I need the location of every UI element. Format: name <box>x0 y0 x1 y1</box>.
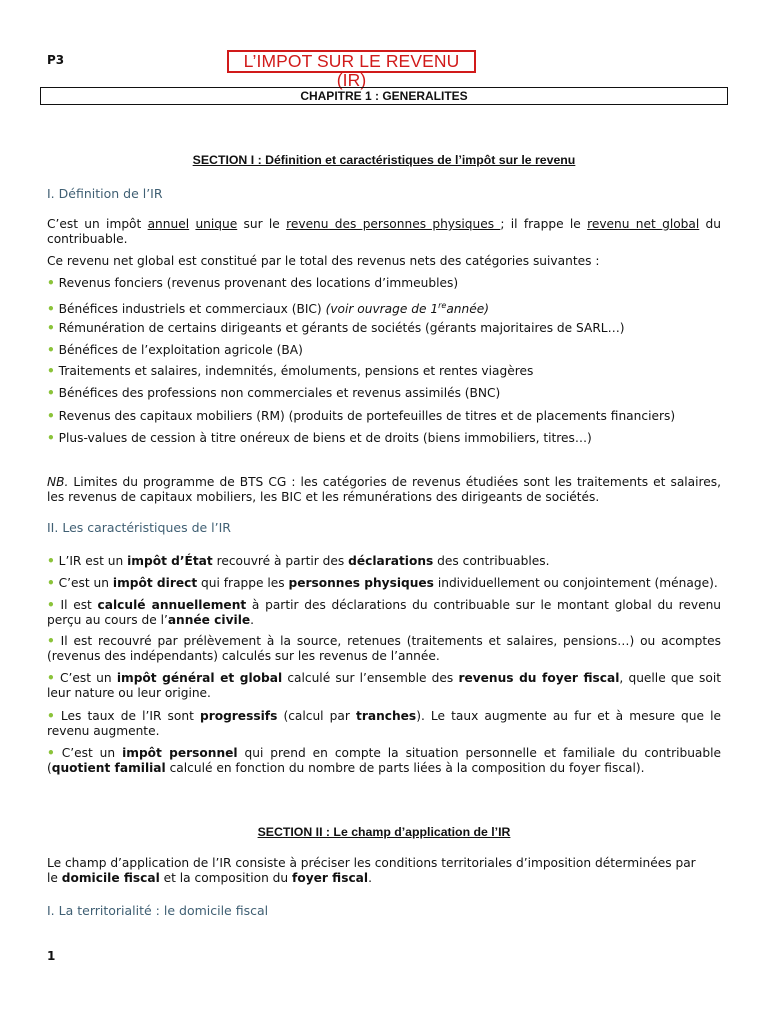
list-item: • Bénéfices des professions non commerciales et revenus assimilés (BNC) <box>47 386 501 400</box>
bullet-icon: • <box>47 431 55 445</box>
page-number: 1 <box>47 949 56 963</box>
bullet-icon: • <box>47 364 55 378</box>
page-reference: P3 <box>47 53 65 67</box>
list-item: • Revenus des capitaux mobiliers (RM) (produits de portefeuilles de titres et de placements financiers) <box>47 409 676 423</box>
section-1-title: SECTION I : Définition et caractéristiques de l’impôt sur le revenu <box>192 153 576 167</box>
list-item: • Bénéfices industriels et commerciaux (BIC) (voir ouvrage de 1reannée) <box>47 301 490 317</box>
list-item: • Les taux de l’IR sont progressifs (calcul par tranches). Le taux augmente au fur et à mesure que le revenu augmente. <box>47 709 722 738</box>
bullet-icon: • <box>47 409 55 423</box>
document-title: L’IMPOT SUR LE REVENU (IR) <box>227 50 476 73</box>
section-2-title: SECTION II : Le champ d’application de l’IR <box>257 825 511 839</box>
bullet-icon: • <box>47 746 55 760</box>
characteristics-subheading: II. Les caractéristiques de l’IR <box>47 520 231 535</box>
list-item: • Bénéfices de l’exploitation agricole (BA) <box>47 343 303 357</box>
list-item: • Plus-values de cession à titre onéreux de biens et de droits (biens immobiliers, titres…) <box>47 431 592 445</box>
list-item: • Revenus fonciers (revenus provenant des locations d’immeubles) <box>47 276 459 290</box>
bullet-icon: • <box>47 598 55 612</box>
bullet-icon: • <box>47 343 55 357</box>
list-item: • Il est calculé annuellement à partir des déclarations du contribuable sur le montant global du revenu perçu au cours de l’année civile. <box>47 598 722 627</box>
definition-subheading: I. Définition de l’IR <box>47 186 163 201</box>
bullet-icon: • <box>47 554 55 568</box>
scope-paragraph: Le champ d’application de l’IR consiste à préciser les conditions territoriales d’imposition déterminées par le domicile fiscal et la composition du foyer fiscal. <box>47 856 696 885</box>
list-item: • Il est recouvré par prélèvement à la source, retenues (traitements et salaires, pensions…) ou acomptes (revenus des indépendants) calculés sur les revenus de l’année. <box>47 634 721 663</box>
list-item: • Rémunération de certains dirigeants et gérants de sociétés (gérants majoritaires de SARL…) <box>47 321 625 335</box>
bullet-icon: • <box>47 634 55 648</box>
list-item: • C’est un impôt direct qui frappe les personnes physiques individuellement ou conjointement (ménage). <box>47 576 718 590</box>
territoriality-subheading: I. La territorialité : le domicile fiscal <box>47 903 269 918</box>
list-item: • Traitements et salaires, indemnités, émoluments, pensions et rentes viagères <box>47 364 534 378</box>
bullet-icon: • <box>47 321 55 335</box>
list-item: • L’IR est un impôt d’État recouvré à partir des déclarations des contribuables. <box>47 554 550 568</box>
chapter-heading: CHAPITRE 1 : GENERALITES <box>40 87 728 105</box>
nb-note: NB. Limites du programme de BTS CG : les catégories de revenus étudiées sont les traitements et salaires, les revenus de capitaux mobiliers, les BIC et les rémunérations des dirigeants de sociétés. <box>47 475 721 504</box>
list-item: • C’est un impôt personnel qui prend en compte la situation personnelle et familiale du contribuable (quotient familial calculé en fonction du nombre de parts liées à la composition du foyer fiscal). <box>47 746 722 775</box>
categories-intro: Ce revenu net global est constitué par le total des revenus nets des catégories suivantes : <box>47 254 600 268</box>
bullet-icon: • <box>47 386 55 400</box>
bullet-icon: • <box>47 709 55 723</box>
bullet-icon: • <box>47 576 55 590</box>
list-item: • C’est un impôt général et global calculé sur l’ensemble des revenus du foyer fiscal, quelle que soit leur nature ou leur origine. <box>47 671 721 700</box>
bullet-icon: • <box>47 302 55 317</box>
bullet-icon: • <box>47 276 55 290</box>
definition-paragraph: C’est un impôt annuel unique sur le revenu des personnes physiques ; il frappe le revenu net global du contribuable. <box>47 217 722 246</box>
bullet-icon: • <box>47 671 55 685</box>
